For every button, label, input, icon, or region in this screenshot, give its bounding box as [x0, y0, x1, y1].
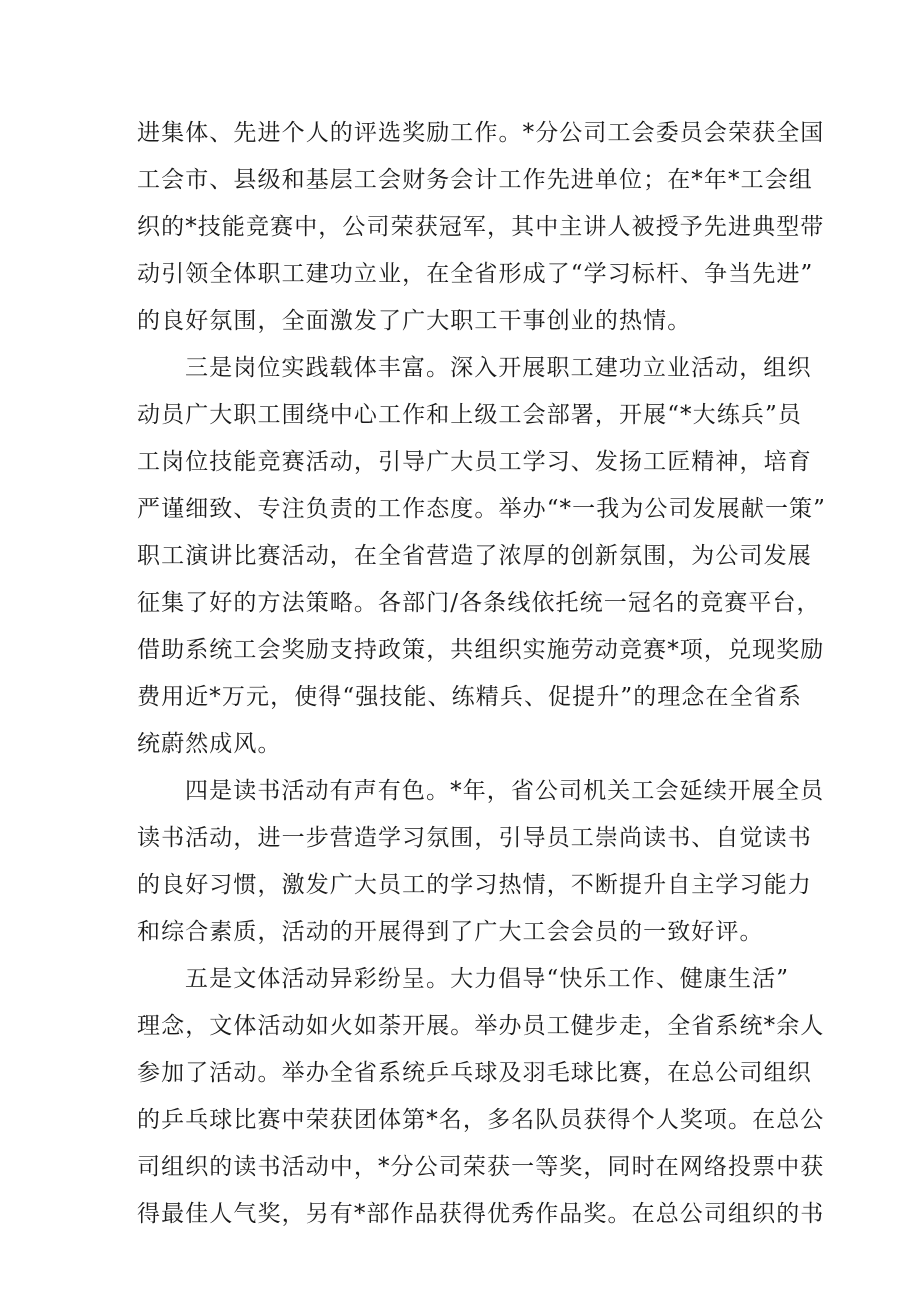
paragraph — [137, 345, 827, 768]
text-line: 严谨细致、专注负责的工作态度。举办“*一我为公司发展献一策” — [137, 496, 827, 522]
text-line: 工会市、县级和基层工会财务会计工作先进单位；在*年*工会组 — [137, 167, 813, 193]
text-line: 理念，文体活动如火如荼开展。举办员工健步走，全省系统*余人 — [137, 1013, 825, 1039]
text-line: 司组织的读书活动中，*分公司荣获一等奖，同时在网络投票中获 — [137, 1154, 825, 1180]
text-line: 动员广大职工围绕中心工作和上级工会部署，开展“*大练兵”员 — [137, 402, 802, 428]
text-line: 得最佳人气奖，另有*部作品获得优秀作品奖。在总公司组织的书 — [137, 1201, 825, 1227]
text-line: 的良好习惯，激发广大员工的学习热情，不断提升自主学习能力 — [137, 872, 812, 898]
text-line: 借助系统工会奖励支持政策，共组织实施劳动竞赛*项，兑现奖励 — [137, 637, 825, 663]
text-line: 四是读书活动有声有色。*年，省公司机关工会延续开展全员 — [185, 778, 825, 804]
text-line: 职工演讲比赛活动，在全省营造了浓厚的创新氛围，为公司发展 — [137, 543, 812, 569]
text-line: 三是岗位实践载体丰富。深入开展职工建功立业活动，组织 — [185, 355, 812, 381]
text-line: 的良好氛围，全面激发了广大职工干事创业的热情。 — [137, 308, 692, 334]
text-line: 参加了活动。举办全省系统乒乓球及羽毛球比赛，在总公司组织 — [137, 1060, 812, 1086]
document-body — [137, 110, 827, 1238]
text-line: 统蔚然成风。 — [137, 731, 282, 757]
text-line: 工岗位技能竞赛活动，引导广大员工学习、发扬工匠精神，培育 — [137, 449, 812, 475]
text-line: 的乒乓球比赛中荣获团体第*名，多名队员获得个人奖项。在总公 — [137, 1107, 825, 1133]
text-line: 费用近*万元，使得“强技能、练精兵、促提升”的理念在全省系 — [137, 684, 802, 710]
text-line: 五是文体活动异彩纷呈。大力倡导“快乐工作、健康生活” — [185, 966, 790, 992]
text-line: 读书活动，进一步营造学习氛围，引导员工崇尚读书、自觉读书 — [137, 825, 812, 851]
paragraph — [137, 768, 825, 956]
text-line: 和综合素质，活动的开展得到了广大工会会员的一致好评。 — [137, 919, 764, 945]
text-line: 进集体、先进个人的评选奖励工作。*分公司工会委员会荣获全国 — [137, 120, 825, 146]
text-line: 征集了好的方法策略。各部门/各条线依托统一冠名的竞赛平台， — [137, 590, 821, 616]
text-line: 织的*技能竞赛中，公司荣获冠军，其中主讲人被授予先进典型带 — [137, 214, 825, 240]
paragraph — [137, 956, 825, 1238]
text-line: 动引领全体职工建功立业，在全省形成了“学习标杆、争当先进” — [137, 261, 814, 287]
paragraph — [137, 110, 825, 345]
